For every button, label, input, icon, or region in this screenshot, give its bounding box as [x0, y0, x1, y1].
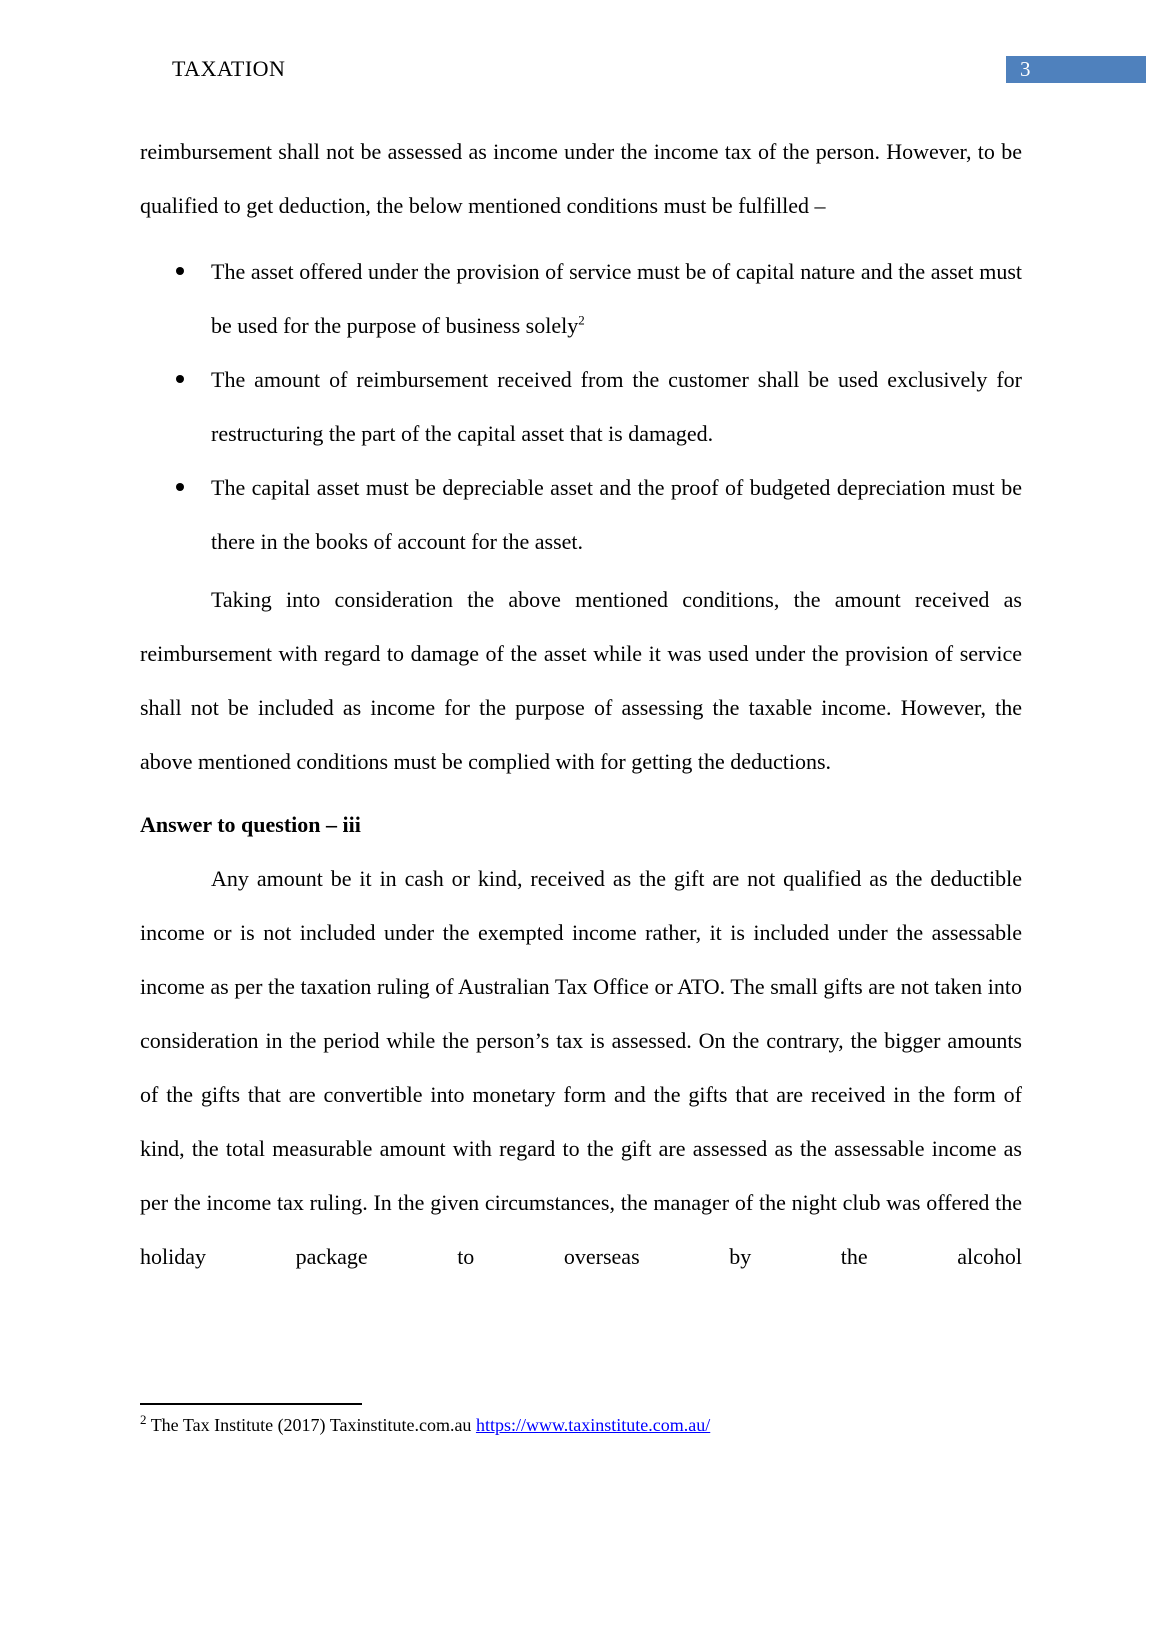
footnote-text: The Tax Institute (2017) Taxinstitute.com.au [150, 1415, 476, 1435]
bullet-icon [176, 375, 184, 383]
intro-text: reimbursement shall not be assessed as income under the income tax of the person. However, to be qualified to get deduction, the below mentioned conditions must be fulfilled – [140, 139, 1022, 218]
footnote-number: 2 [140, 1412, 147, 1427]
bullet-icon [176, 267, 184, 275]
page-number: 3 [1006, 56, 1146, 83]
footnote-link[interactable]: https://www.taxinstitute.com.au/ [475, 1415, 711, 1435]
footnote [140, 1412, 710, 1438]
section-heading: Answer to question – iii [140, 812, 361, 837]
bullet-icon [176, 483, 184, 491]
list-item [140, 461, 1022, 569]
conclusion-text: Taking into consideration the above mentioned conditions, the amount received as reimbursement with regard to damage of the asset while it was used under the provision of service shall not be included as income for the purpose of assessing the taxable income. However, the above mentioned conditions must be complied with for getting the deductions. [140, 587, 1022, 774]
bullet-text: The capital asset must be depreciable asset and the proof of budgeted depreciation must be there in the books of account for the asset. [211, 475, 1022, 554]
bullet-text: The asset offered under the provision of service must be of capital nature and the asset must be used for the purpose of business solely [211, 259, 1022, 338]
list-item [140, 353, 1022, 461]
footnote-separator [140, 1403, 362, 1405]
intro-paragraph [140, 125, 1022, 233]
conclusion-paragraph [140, 573, 1022, 789]
footnote-reference[interactable]: 2 [578, 312, 585, 328]
answer-iii-paragraph [140, 852, 1022, 1284]
list-item [140, 245, 1022, 353]
conditions-list [140, 245, 1022, 569]
bullet-text: The amount of reimbursement received from the customer shall be used exclusively for restructuring the part of the capital asset that is damaged. [211, 367, 1022, 446]
answer-iii-text: Any amount be it in cash or kind, received as the gift are not qualified as the deductible income or is not included under the exempted income rather, it is included under the assessable income as per the taxation ruling of Australian Tax Office or ATO. The small gifts are not taken into consideration in the period while the person’s tax is assessed. On the contrary, the bigger amounts of the gifts that are convertible into monetary form and the gifts that are received in the form of kind, the total measurable amount with regard to the gift are assessed as the assessable income as per the income tax ruling. In the given circumstances, the manager of the night club was offered the holiday package to overseas by the alcohol [140, 866, 1022, 1269]
running-header-title: TAXATION [172, 56, 286, 81]
